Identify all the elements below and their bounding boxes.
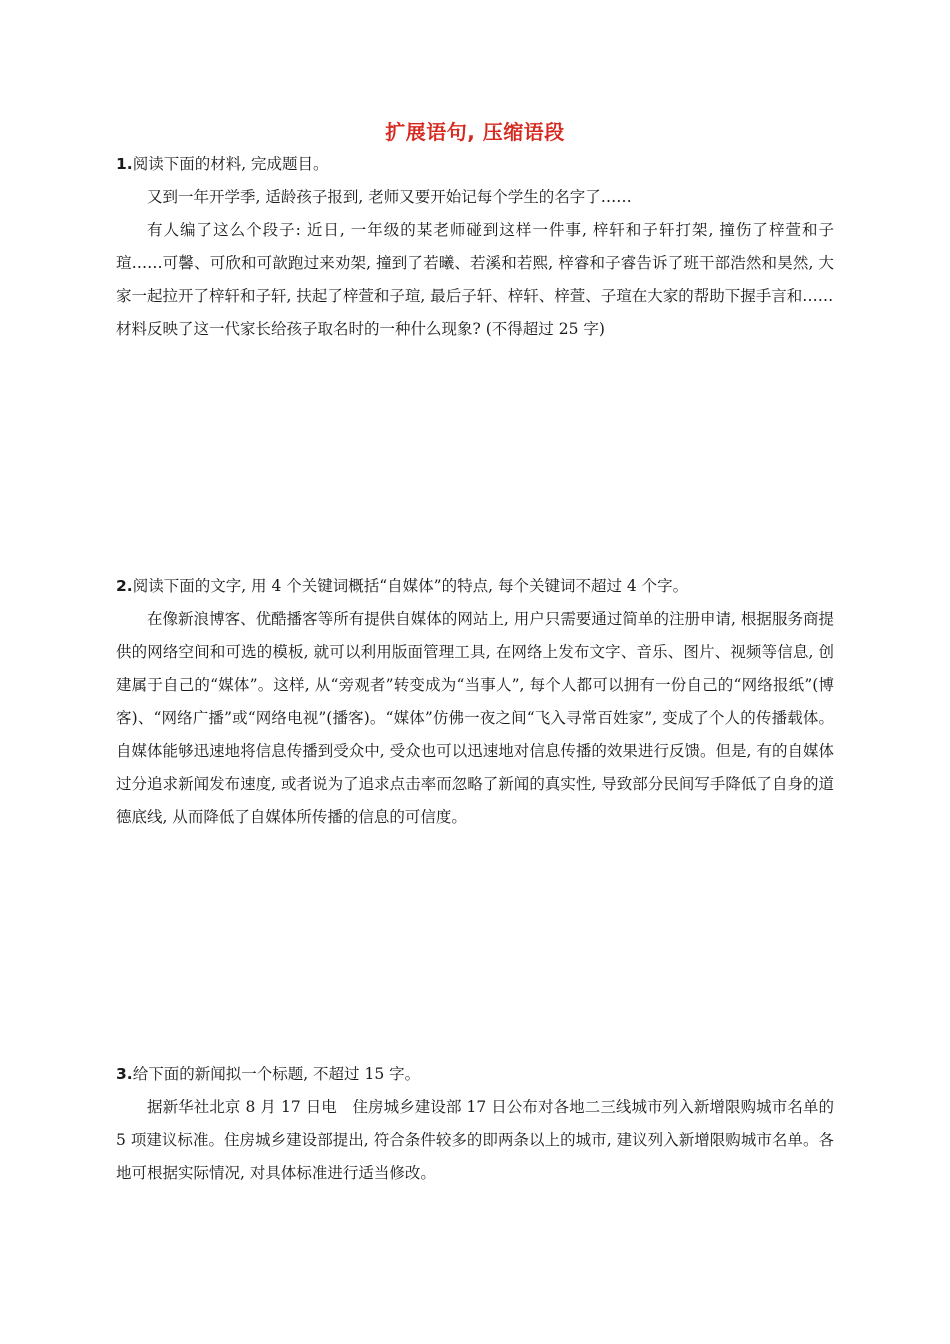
question-2-number: 2. <box>116 577 133 595</box>
question-1-paragraph-1: 又到一年开学季, 适龄孩子报到, 老师又要开始记每个学生的名字了…… <box>147 188 632 206</box>
question-1-prompt: 1.阅读下面的材料, 完成题目。 <box>116 155 329 173</box>
question-3-number: 3. <box>116 1065 133 1083</box>
question-2-prompt: 2.阅读下面的文字, 用 4 个关键词概括“自媒体”的特点, 每个关键词不超过 4 个字。 <box>116 577 689 595</box>
question-1-question: 材料反映了这一代家长给孩子取名时的一种什么现象? (不得超过 25 字) <box>116 320 605 338</box>
question-1 <box>116 148 834 346</box>
question-1-paragraph-2: 有人编了这么个段子: 近日, 一年级的某老师碰到这样一件事, 梓轩和子轩打架, 撞伤了梓萱和子瑄……可馨、可欣和可歆跑过来劝架, 撞到了若曦、若溪和若熙, 梓睿和子睿告诉了班干部浩然和昊然, 大家一起拉开了梓轩和子轩, 扶起了梓萱和子瑄, 最后子轩、梓轩、梓萱、子瑄在大家的帮助下握手言和…… <box>116 221 834 305</box>
question-3-prompt: 3.给下面的新闻拟一个标题, 不超过 15 字。 <box>116 1065 421 1083</box>
question-2 <box>116 570 834 834</box>
question-2-paragraph: 在像新浪博客、优酷播客等所有提供自媒体的网站上, 用户只需要通过简单的注册申请, 根据服务商提供的网络空间和可选的模板, 就可以利用版面管理工具, 在网络上发布文字、音乐、图片、视频等信息, 创建属于自己的“媒体”。这样, 从“旁观者”转变成为“当事人”, 每个人都可以拥有一份自己的“网络报纸”(博客)、“网络广播”或“网络电视”(播客)。“媒体”仿佛一夜之间“飞入寻常百姓家”, 变成了个人的传播载体。自媒体能够迅速地将信息传播到受众中, 受众也可以迅速地对信息传播的效果进行反馈。但是, 有的自媒体过分追求新闻发布速度, 或者说为了追求点击率而忽略了新闻的真实性, 导致部分民间写手降低了自身的道德底线, 从而降低了自媒体所传播的信息的可信度。 <box>116 610 834 826</box>
page-title: 扩展语句, 压缩语段 <box>385 120 565 144</box>
question-3-paragraph: 据新华社北京 8 月 17 日电 住房城乡建设部 17 日公布对各地二三线城市列入新增限购城市名单的 5 项建议标准。住房城乡建设部提出, 符合条件较多的即两条以上的城市, 建议列入新增限购城市名单。各地可根据实际情况, 对具体标准进行适当修改。 <box>116 1098 834 1182</box>
question-1-number: 1. <box>116 155 133 173</box>
question-3 <box>116 1058 834 1190</box>
